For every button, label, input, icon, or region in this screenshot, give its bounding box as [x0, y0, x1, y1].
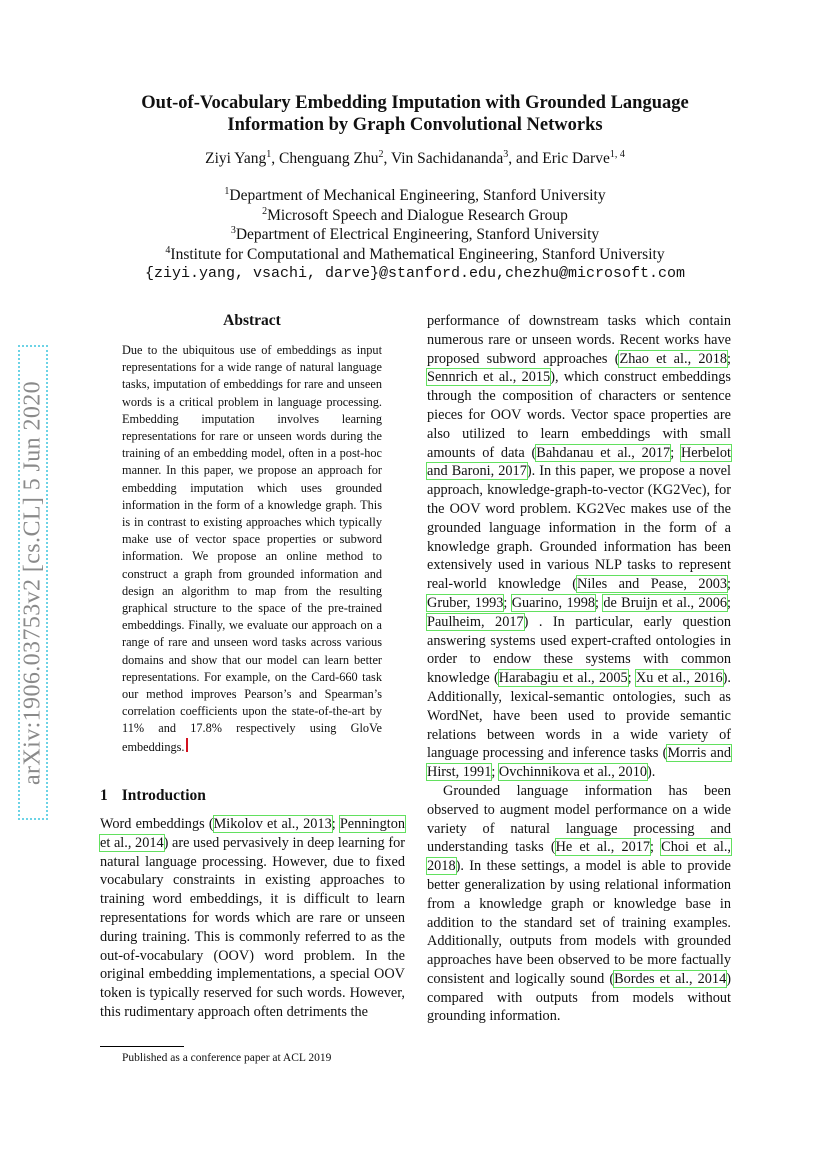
author-name: Chenguang Zhu: [279, 150, 379, 167]
citation-link[interactable]: Bahdanau et al., 2017: [536, 444, 671, 461]
title-line-2: Information by Graph Convolutional Networks: [227, 115, 603, 135]
body-text: Word embeddings (: [100, 816, 214, 832]
author-separator: ,: [383, 150, 391, 167]
author-name: Vin Sachidananda: [390, 150, 504, 167]
affiliation-list: [60, 186, 770, 264]
affiliation-mark: 3: [230, 224, 236, 236]
section-number: 1: [100, 787, 108, 804]
author-separator: ,: [271, 150, 280, 167]
arxiv-id: arXiv:1906.03753v2 [cs.CL] 5 Jun 2020: [19, 380, 46, 785]
paper-title: [60, 92, 770, 136]
citation-link[interactable]: Ovchinnikova et al., 2010: [498, 764, 647, 781]
paragraph: [427, 312, 731, 782]
body-text: ). In these settings, a model is able to provide better generalization by using relational information from a knowledge graph or knowledge base in addition to the standard set of training examples. Additionally, outputs from models with grounded approaches have been observed to be more factually consistent and logically sound (: [427, 858, 731, 987]
affiliation-mark: 4: [165, 244, 171, 256]
citation-link[interactable]: Gruber, 1993: [427, 594, 504, 611]
affiliation-mark: 1: [224, 185, 230, 197]
citation-link[interactable]: Zhao et al., 2018: [619, 350, 727, 367]
author-list: [60, 150, 770, 168]
body-text: ;: [491, 764, 499, 781]
citation-link[interactable]: Choi et al., 2018: [427, 839, 731, 875]
affiliation-text: Microsoft Speech and Dialogue Research Group: [267, 206, 568, 224]
abstract-text: Due to the ubiquitous use of embeddings as input representations for a wide range of natural language tasks, imputation of embeddings for rare and unseen words is a critical problem in language processing. Embedding imputation involves learning representations for rare or unseen words during the training of an embedding model, often in a post-hoc manner. In this paper, we propose an approach for embedding imputation which uses grounded information in the form of a knowledge graph. This is in contrast to existing approaches which typically make use of vector space properties or subword information. We propose an online method to construct a graph from grounded information and design an algorithm to map from the resulting graphical structure to the space of the pre-trained embeddings. Finally, we evaluate our approach on a range of rare and unseen word tasks across various domains and show that our model can learn better representations. For example, on the Card-660 task our method improves Pearson’s and Spearman’s correlation coefficients upon the state-of-the-art by 11% and 17.8% respectively using GloVe embeddings.: [122, 343, 382, 754]
arxiv-watermark[interactable]: [18, 345, 48, 820]
body-text: ;: [503, 594, 512, 611]
body-text: ;: [670, 444, 681, 461]
citation-link[interactable]: He et al., 2017: [555, 839, 651, 856]
author-affiliation-mark: 1: [266, 148, 272, 160]
text-cursor: [186, 738, 188, 752]
affiliation: [60, 245, 770, 265]
body-text: ;: [727, 576, 732, 593]
citation-link[interactable]: Herbelot and Baroni, 2017: [427, 444, 731, 480]
body-text: ;: [331, 816, 340, 832]
body-text: ), which construct embeddings through the composition of characters or sentence pieces for OOV words. Vector space properties are also utilized to learn embeddings with small amounts of data (: [427, 369, 732, 461]
citation-link[interactable]: Guarino, 1998: [511, 594, 596, 611]
body-text: ;: [727, 350, 731, 367]
affiliation: [60, 186, 770, 206]
body-text: performance of downstream tasks which contain numerous rare or unseen words. Recent works have proposed subword approaches (: [427, 313, 731, 367]
affiliation-text: Department of Electrical Engineering, Stanford University: [235, 226, 600, 243]
author-emails: {ziyi.yang, vsachi, darve}@stanford.edu,chezhu@microsoft.com: [144, 265, 686, 282]
footnote-rule: [100, 1046, 184, 1047]
affiliation-text: Institute for Computational and Mathematical Engineering, Stanford University: [170, 245, 665, 263]
body-text: ). Additionally, lexical-semantic ontologies, such as WordNet, have been used to provide semantic relations between words in a wide variety of language processing and inference tasks (: [427, 670, 732, 762]
body-text: ).: [647, 764, 656, 781]
abstract-heading: Abstract: [223, 312, 281, 329]
body-text: ). In this paper, we propose a novel approach, knowledge-graph-to-vector (KG2Vec), for the OOV word problem. KG2Vec makes use of the grounded language information in the form of a knowledge graph. Grounded information has been extensively used in various NLP tasks to represent real-world knowledge (: [427, 463, 732, 593]
affiliation-text: Department of Mechanical Engineering, Stanford University: [229, 187, 606, 204]
footnote: Published as a conference paper at ACL 2019: [122, 1052, 332, 1064]
affiliation-mark: 2: [262, 205, 268, 217]
body-text: ) compared with outputs from models without grounding information.: [427, 970, 731, 1025]
citation-link[interactable]: Bordes et al., 2014: [614, 970, 727, 987]
affiliation: [60, 206, 770, 226]
author-separator: , and: [508, 150, 543, 167]
citation-link[interactable]: Harabagiu et al., 2005: [498, 670, 628, 687]
affiliation: [60, 225, 770, 245]
author-affiliation-mark: 2: [378, 148, 384, 160]
citation-link[interactable]: Mikolov et al., 2013: [213, 816, 332, 832]
body-text: ;: [595, 594, 604, 611]
body-text: Grounded language information has been observed to augment model performance on a wide variety of natural language processing and understanding tasks (: [427, 782, 731, 856]
citation-link[interactable]: de Bruijn et al., 2006: [603, 594, 728, 611]
paragraph: [427, 782, 731, 1026]
abstract-body: [122, 342, 382, 756]
section-title: Introduction: [121, 787, 206, 804]
body-text: ;: [650, 839, 662, 856]
section-heading-introduction: [100, 787, 206, 805]
citation-link[interactable]: Sennrich et al., 2015: [427, 369, 551, 386]
body-text: ;: [727, 594, 732, 611]
right-column-text: [427, 312, 731, 1026]
body-text: ) are used pervasively in deep learning for natural language processing. However, due to fixed vocabulary constraints in existing approaches to training word embeddings, it is difficult to learn representations for words which are rare or unseen during training. This is commonly referred to as the out-of-vocabulary (OOV) word problem. In the original embedding implementations, a special OOV token is typically reserved for such words. However, this rudimentary approach often detriments the: [100, 834, 405, 1020]
body-text: ;: [627, 670, 636, 687]
affiliations: [60, 186, 770, 284]
author-name: Ziyi Yang: [205, 150, 267, 167]
citation-link[interactable]: Pennington et al., 2014: [100, 816, 405, 851]
author-name: Eric Darve: [542, 150, 610, 167]
title-line-1: Out-of-Vocabulary Embedding Imputation with Grounded Language: [141, 93, 689, 113]
citation-link[interactable]: Morris and Hirst, 1991: [427, 745, 731, 781]
body-text: ) . In particular, early question answering systems used expert-crafted ontologies in order to endow these systems with common knowledge (: [427, 613, 731, 687]
citation-link[interactable]: Xu et al., 2016: [635, 670, 723, 687]
citation-link[interactable]: Paulheim, 2017: [427, 613, 524, 630]
citation-link[interactable]: Niles and Pease, 2003: [577, 576, 728, 593]
introduction-body: [100, 815, 405, 1022]
author-affiliation-mark: 1, 4: [609, 148, 625, 160]
author-affiliation-mark: 3: [503, 148, 509, 160]
